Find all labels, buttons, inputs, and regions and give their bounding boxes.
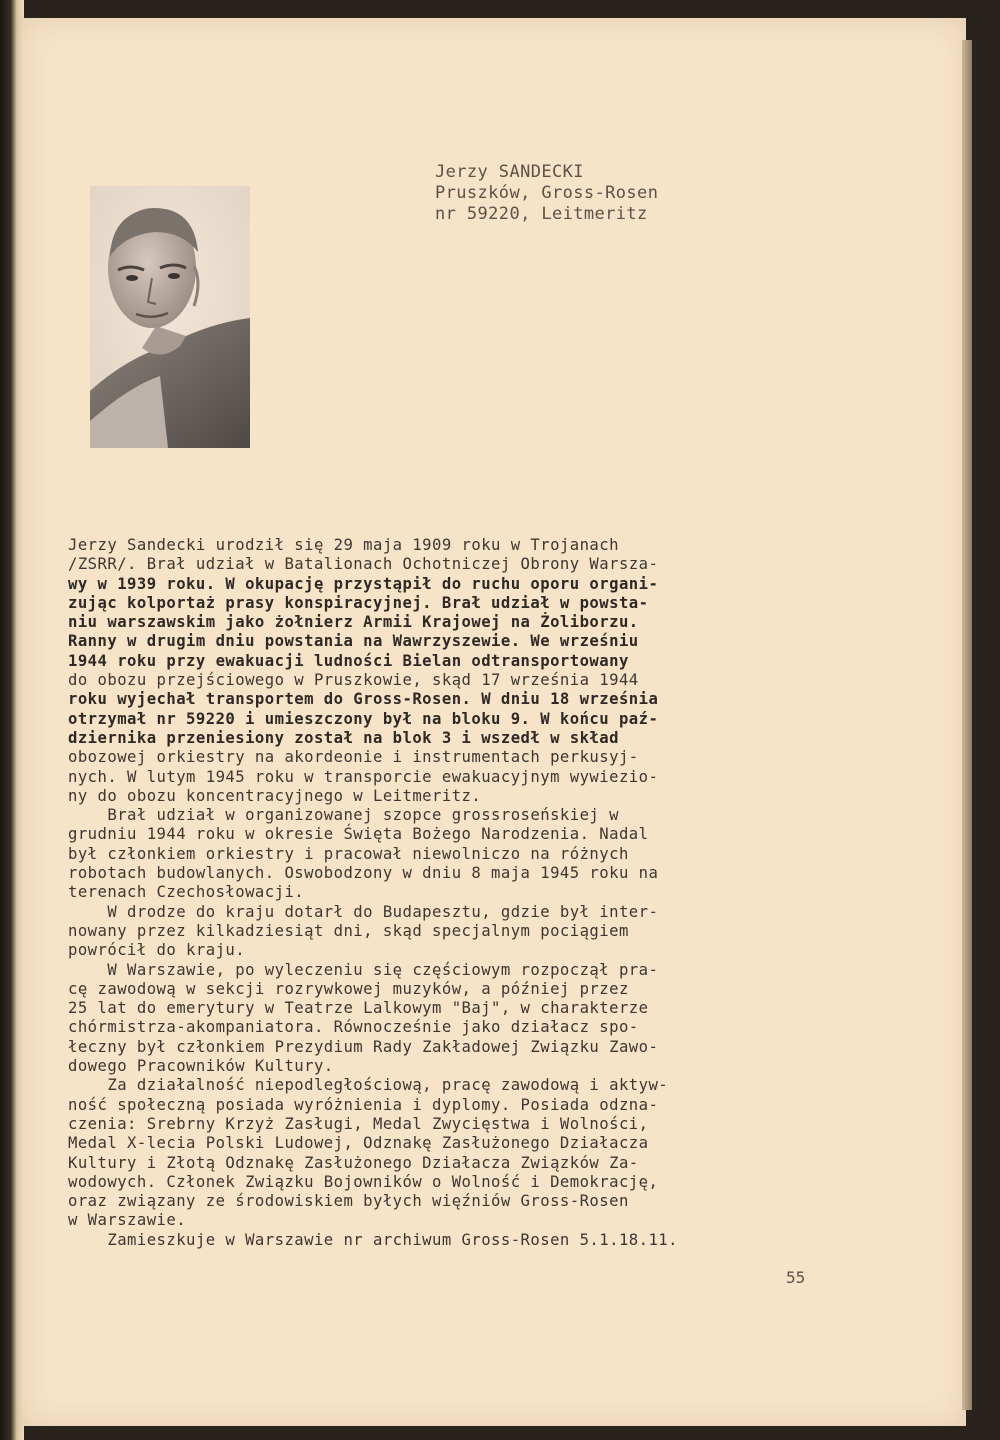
text-line: chórmistrza-akompaniatora. Równocześnie jako działacz spo- xyxy=(68,1018,639,1037)
text-line: ny do obozu koncentracyjnego w Leitmeritz. xyxy=(68,786,482,805)
portrait-photo-icon xyxy=(90,186,250,448)
text-line: otrzymał nr 59220 i umieszczony był na bloku 9. W końcu paź- xyxy=(68,709,659,728)
prisoner-number: nr 59220, Leitmeritz xyxy=(435,204,648,224)
text-line: ność społeczną posiada wyróżnienia i dyplomy. Posiada odzna- xyxy=(68,1095,659,1114)
text-line: oraz związany ze środowiskiem byłych więźniów Gross-Rosen xyxy=(68,1192,629,1211)
text-line: robotach budowlanych. Oswobodzony w dniu 8 maja 1945 roku na xyxy=(68,864,659,883)
text-line: nych. W lutym 1945 roku w transporcie ewakuacyjnym wywiezio- xyxy=(68,767,659,786)
camp-locations: Pruszków, Gross-Rosen xyxy=(435,183,659,203)
text-line: W Warszawie, po wyleczeniu się częściowym rozpoczął pra- xyxy=(68,960,659,979)
text-line: 1944 roku przy ewakuacji ludności Bielan odtransportowany xyxy=(68,651,629,670)
text-line: W drodze do kraju dotarł do Budapesztu, gdzie był inter- xyxy=(68,902,659,921)
text-line: w Warszawie. xyxy=(68,1211,187,1230)
text-line: Medal X-lecia Polski Ludowej, Odznakę Zasłużonego Działacza xyxy=(68,1134,649,1153)
text-line: zując kolportaż prasy konspiracyjnej. Brał udział w powsta- xyxy=(68,593,649,612)
text-line: powrócił do kraju. xyxy=(68,941,246,960)
text-line: grudniu 1944 roku w okresie Święta Bożego Narodzenia. Nadal xyxy=(68,825,649,844)
text-line: wodowych. Członek Związku Bojowników o Wolność i Demokrację, xyxy=(68,1172,659,1191)
text-line: cę zawodową w sekcji rozrywkowej muzyków, a później przez xyxy=(68,979,629,998)
text-line: 25 lat do emerytury w Teatrze Lalkowym "Baj", w charakterze xyxy=(68,999,649,1018)
text-line: Jerzy Sandecki urodził się 29 maja 1909 roku w Trojanach xyxy=(68,536,619,554)
text-line: do obozu przejściowego w Pruszkowie, skąd 17 września 1944 xyxy=(68,671,639,690)
text-line: nowany przez kilkadziesiąt dni, skąd specjalnym pociągiem xyxy=(68,921,629,940)
text-line: niu warszawskim jako żołnierz Armii Krajowej na Żoliborzu. xyxy=(68,613,639,632)
text-line: Ranny w drugim dniu powstania na Wawrzyszewie. We wrześniu xyxy=(68,632,639,651)
person-header xyxy=(435,162,658,225)
text-line: był członkiem orkiestry i pracował niewolniczo na różnych xyxy=(68,844,629,863)
text-line: terenach Czechosłowacji. xyxy=(68,883,305,902)
text-line: dowego Pracowników Kultury. xyxy=(68,1057,334,1076)
page-number: 55 xyxy=(786,1268,806,1287)
person-name: Jerzy SANDECKI xyxy=(435,162,584,182)
text-line: Kultury i Złotą Odznakę Zasłużonego Działacza Związków Za- xyxy=(68,1153,639,1172)
text-line: Brał udział w organizowanej szopce grossroseńskiej w xyxy=(68,806,619,825)
text-line: roku wyjechał transportem do Gross-Rosen. W dniu 18 września xyxy=(68,690,659,709)
text-line: Za działalność niepodległościową, pracę zawodową i aktyw- xyxy=(68,1076,669,1095)
text-line: obozowej orkiestry na akordeonie i instrumentach perkusyj- xyxy=(68,748,639,767)
text-line: łeczny był członkiem Prezydium Rady Zakładowej Związku Zawo- xyxy=(68,1037,659,1056)
text-line: czenia: Srebrny Krzyż Zasługi, Medal Zwycięstwa i Wolności, xyxy=(68,1114,649,1133)
text-line: wy w 1939 roku. W okupację przystąpił do ruchu oporu organi- xyxy=(68,574,659,593)
text-line: /ZSRR/. Brał udział w Batalionach Ochotniczej Obrony Warsza- xyxy=(68,555,659,574)
page-stack-edge xyxy=(962,40,972,1410)
text-line: dziernika przeniesiony został na blok 3 i wszedł w skład xyxy=(68,728,619,747)
book-binding-edge xyxy=(0,0,24,1440)
biography-text xyxy=(68,536,828,1250)
text-line: Zamieszkuje w Warszawie nr archiwum Gross-Rosen 5.1.18.11. xyxy=(68,1230,678,1249)
